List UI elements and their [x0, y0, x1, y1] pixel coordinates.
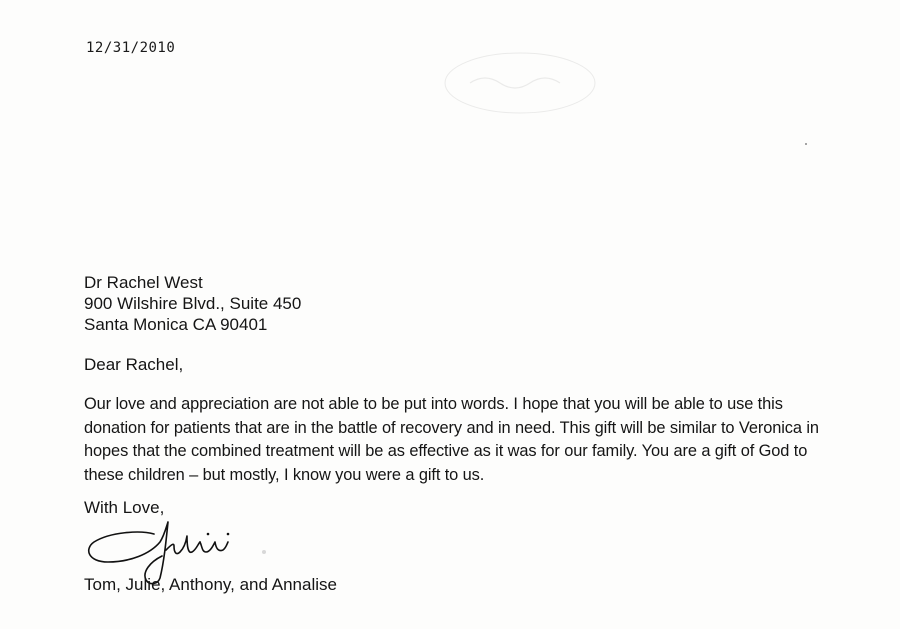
signers-names: Tom, Julie, Anthony, and Annalise: [84, 575, 337, 594]
faint-stamp-mark: [440, 48, 600, 118]
letter-body: Our love and appreciation are not able to be put into words. I hope that you will be able to use this donation for patients that are in the battle of recovery and in need. This gift will be similar to Veronica in hopes that the combined treatment will be as effective as it was for our family. You are a gift of God to these children – but mostly, I know you were a gift to us.: [84, 395, 819, 484]
recipient-city: Santa Monica CA 90401: [84, 315, 268, 334]
letter-date: 12/31/2010: [86, 40, 176, 56]
recipient-name: Dr Rachel West: [84, 273, 203, 292]
scan-speck: [262, 550, 266, 554]
salutation: Dear Rachel,: [84, 355, 184, 374]
recipient-street: 900 Wilshire Blvd., Suite 450: [84, 294, 302, 313]
closing: With Love,: [84, 498, 165, 517]
recipient-address: [84, 272, 301, 335]
scan-speck: [805, 143, 807, 145]
